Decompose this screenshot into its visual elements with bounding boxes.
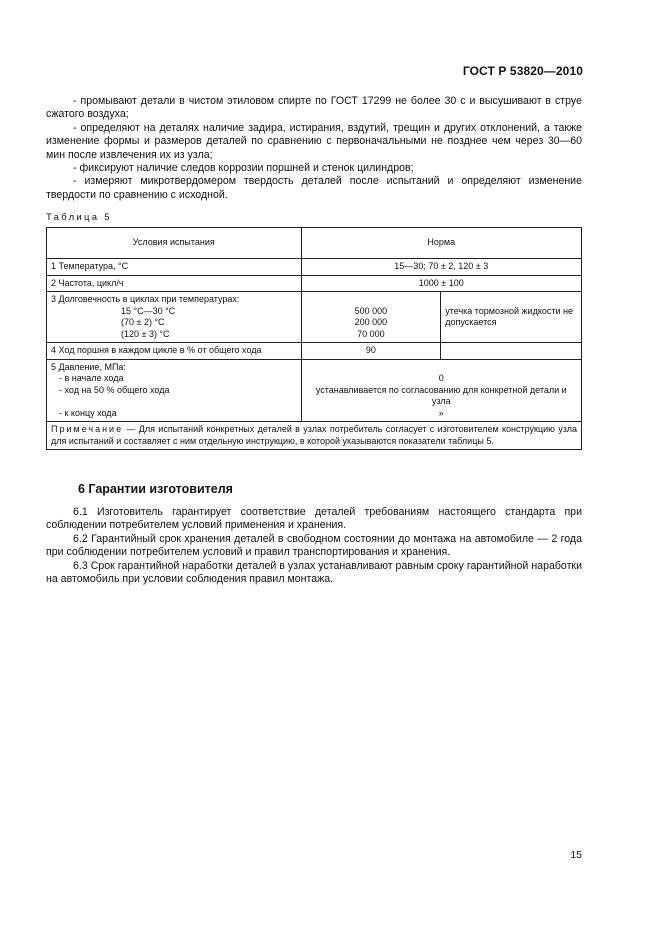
pressure-item: - к концу хода bbox=[59, 407, 117, 418]
cycles-value: 200 000 bbox=[354, 317, 388, 327]
table-row bbox=[47, 275, 582, 292]
section-body bbox=[46, 506, 582, 586]
remark-text: утечка тормозной жидкости не допускается bbox=[445, 305, 573, 327]
pressure-value: 0 bbox=[438, 373, 444, 383]
table-row bbox=[47, 292, 582, 343]
table-caption: Таблица 5 bbox=[46, 212, 112, 223]
page-number: 15 bbox=[570, 849, 582, 861]
intro-paragraph: - определяют на деталях наличие задира, истирания, вздутий, трещин и других отклонений, а также изменение формы и размеров деталей по сравнению с первоначальными не позднее чем через 30—60 мин после извлечения их из узла; bbox=[46, 121, 582, 161]
section-title: 6 Гарантии изготовителя bbox=[78, 482, 233, 496]
pressure-item: - в начале хода bbox=[59, 373, 124, 383]
empty-cell bbox=[441, 343, 582, 360]
document-code: ГОСТ Р 53820—2010 bbox=[462, 64, 583, 78]
row-label-cell bbox=[47, 292, 302, 343]
table-row bbox=[47, 259, 582, 276]
row-label-cell bbox=[47, 359, 302, 422]
note-text: — Для испытаний конкретных деталей в узлах потребитель согласует с изготовителем конструкцию узла для испытаний и составляет с ним отдельную инструкцию, в которой указываются показатели таблицы 5. bbox=[51, 424, 577, 446]
section-paragraph: 6.2 Гарантийный срок хранения деталей в свободном состоянии до монтажа на автомобиле — 2 года при соблюдении потребителем условий и правил транспортирования и хранения. bbox=[46, 532, 582, 559]
pressure-value: устанавливается по согласованию для конкретной детали и узла bbox=[315, 384, 567, 406]
temperature-item: (120 ± 3) °С bbox=[121, 328, 170, 339]
row-label: 1 Температура, °С bbox=[47, 259, 302, 276]
intro-paragraph: - промывают детали в чистом этиловом спирте по ГОСТ 17299 не более 30 с и высушивают в струе сжатого воздуха; bbox=[46, 95, 582, 121]
section-paragraph: 6.1 Изготовитель гарантирует соответствие деталей требованиям настоящего стандарта при соблюдении потребителем условий применения и хранения. bbox=[46, 506, 582, 532]
row-value: 90 bbox=[301, 343, 441, 360]
table-row bbox=[47, 343, 582, 360]
cycles-value: 70 000 bbox=[357, 328, 385, 339]
table-row bbox=[47, 359, 582, 422]
pressure-item: - ход на 50 % общего хода bbox=[59, 384, 170, 395]
header-norm: Норма bbox=[301, 228, 581, 259]
remark-cell bbox=[441, 292, 582, 343]
temperature-item: (70 ± 2) °С bbox=[121, 317, 165, 327]
cycles-value: 500 000 bbox=[354, 305, 388, 316]
row-label: 4 Ход поршня в каждом цикле в % от общего хода bbox=[47, 343, 302, 360]
row-label: 2 Частота, цикл/ч bbox=[47, 275, 302, 292]
table-note-row bbox=[47, 422, 582, 450]
intro-text bbox=[46, 95, 582, 202]
row-label: 5 Давление, МПа: bbox=[51, 361, 126, 372]
pressure-values-cell bbox=[301, 359, 581, 422]
row-value: 15—30; 70 ± 2, 120 ± 3 bbox=[301, 259, 581, 276]
row-label: 3 Долговечность в циклах при температурах: bbox=[51, 294, 240, 304]
header-conditions: Условия испытания bbox=[47, 228, 302, 259]
table-note bbox=[47, 422, 582, 450]
intro-paragraph: - измеряют микротвердомером твердость деталей после испытаний и определяют изменение твердости по сравнению с исходной. bbox=[46, 175, 582, 201]
section-paragraph: 6.3 Срок гарантийной наработки деталей в узлах устанавливают равным сроку гарантийной наработки на автомобиль при условии соблюдения правил монтажа. bbox=[46, 559, 582, 586]
test-conditions-table bbox=[46, 227, 582, 450]
intro-paragraph: - фиксируют наличие следов коррозии поршней и стенок цилиндров; bbox=[73, 162, 414, 175]
note-label: Примечание bbox=[51, 424, 124, 434]
cycles-cell bbox=[301, 292, 441, 343]
row-value: 1000 ± 100 bbox=[301, 275, 581, 292]
table-header-row bbox=[47, 228, 582, 259]
pressure-value: » bbox=[438, 407, 444, 418]
temperature-item: 15 °С—30 °С bbox=[121, 305, 176, 316]
